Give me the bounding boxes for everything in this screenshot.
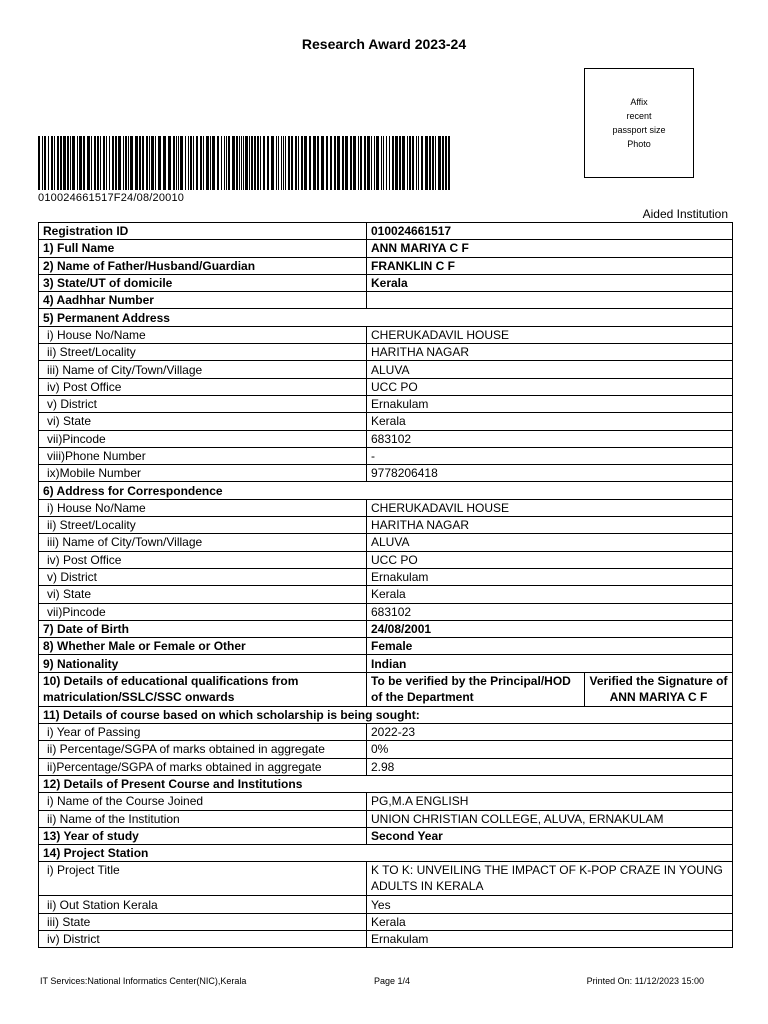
field-value: Indian xyxy=(367,655,733,672)
field-value: Kerala xyxy=(367,913,733,930)
field-value: Second Year xyxy=(367,827,733,844)
photo-box-line: passport size xyxy=(612,125,666,135)
section-heading: 5) Permanent Address xyxy=(39,309,733,326)
field-label: ii) Street/Locality xyxy=(39,517,367,534)
field-label: iii) Name of City/Town/Village xyxy=(39,361,367,378)
table-row xyxy=(39,274,733,291)
field-value: FRANKLIN C F xyxy=(367,257,733,274)
section-heading: 12) Details of Present Course and Institutions xyxy=(39,775,733,792)
field-label: v) District xyxy=(39,568,367,585)
table-row xyxy=(39,741,733,758)
field-value: 683102 xyxy=(367,430,733,447)
field-value: HARITHA NAGAR xyxy=(367,517,733,534)
table-row xyxy=(39,447,733,464)
table-row xyxy=(39,775,733,792)
field-value: UCC PO xyxy=(367,378,733,395)
field-label: iii) Name of City/Town/Village xyxy=(39,534,367,551)
field-value: Kerala xyxy=(367,413,733,430)
table-row xyxy=(39,930,733,947)
field-label: ix)Mobile Number xyxy=(39,465,367,482)
verification-note: To be verified by the Principal/HOD of the Department xyxy=(367,672,585,706)
field-value xyxy=(367,292,733,309)
field-value: UCC PO xyxy=(367,551,733,568)
table-row xyxy=(39,620,733,637)
field-label: vi) State xyxy=(39,586,367,603)
field-label: vii)Pincode xyxy=(39,603,367,620)
field-label: v) District xyxy=(39,395,367,412)
table-row xyxy=(39,240,733,257)
table-row xyxy=(39,862,733,896)
table-row xyxy=(39,655,733,672)
table-row xyxy=(39,482,733,499)
table-row xyxy=(39,551,733,568)
field-value: PG,M.A ENGLISH xyxy=(367,793,733,810)
table-row xyxy=(39,344,733,361)
field-value: 010024661517 xyxy=(367,223,733,240)
field-label: iv) Post Office xyxy=(39,378,367,395)
footer-printed-on: Printed On: 11/12/2023 15:00 xyxy=(586,976,704,986)
field-label: ii) Street/Locality xyxy=(39,344,367,361)
section-heading: 11) Details of course based on which scholarship is being sought: xyxy=(39,706,733,723)
field-value: Kerala xyxy=(367,586,733,603)
field-label: 2) Name of Father/Husband/Guardian xyxy=(39,257,367,274)
field-label: vi) State xyxy=(39,413,367,430)
photo-box-line: recent xyxy=(626,111,652,121)
field-label: i) House No/Name xyxy=(39,326,367,343)
field-value: 2022-23 xyxy=(367,724,733,741)
table-row xyxy=(39,913,733,930)
table-row xyxy=(39,534,733,551)
barcode-number: 010024661517F24/08/20010 xyxy=(38,192,185,204)
footer-it-services: IT Services:National Informatics Center(NIC),Kerala xyxy=(40,976,247,986)
field-label: i) Year of Passing xyxy=(39,724,367,741)
field-value: Ernakulam xyxy=(367,568,733,585)
table-row xyxy=(39,395,733,412)
field-label: i) House No/Name xyxy=(39,499,367,516)
field-label: Registration ID xyxy=(39,223,367,240)
table-row xyxy=(39,586,733,603)
table-row xyxy=(39,706,733,723)
field-label: ii) Percentage/SGPA of marks obtained in aggregate xyxy=(39,741,367,758)
field-value: Kerala xyxy=(367,274,733,291)
table-row xyxy=(39,292,733,309)
table-row xyxy=(39,603,733,620)
field-label: 3) State/UT of domicile xyxy=(39,274,367,291)
field-value: CHERUKADAVIL HOUSE xyxy=(367,499,733,516)
table-row xyxy=(39,257,733,274)
page-title: Research Award 2023-24 xyxy=(301,36,467,52)
field-value: ALUVA xyxy=(367,534,733,551)
field-value: Ernakulam xyxy=(367,395,733,412)
section-heading: 6) Address for Correspondence xyxy=(39,482,733,499)
table-row xyxy=(39,638,733,655)
field-value: UNION CHRISTIAN COLLEGE, ALUVA, ERNAKULAM xyxy=(367,810,733,827)
table-row xyxy=(39,430,733,447)
table-row xyxy=(39,568,733,585)
field-value: Female xyxy=(367,638,733,655)
table-row xyxy=(39,361,733,378)
table-row xyxy=(39,517,733,534)
field-label: iv) Post Office xyxy=(39,551,367,568)
table-row xyxy=(39,672,733,706)
field-label: 10) Details of educational qualifications from matriculation/SSLC/SSC onwards xyxy=(39,672,367,706)
table-row xyxy=(39,793,733,810)
table-row xyxy=(39,758,733,775)
table-row xyxy=(39,326,733,343)
table-row xyxy=(39,465,733,482)
table-row xyxy=(39,499,733,516)
field-value: K TO K: UNVEILING THE IMPACT OF K-POP CRAZE IN YOUNG ADULTS IN KERALA xyxy=(367,862,733,896)
footer-page-number: Page 1/4 xyxy=(374,976,411,986)
field-value: 2.98 xyxy=(367,758,733,775)
field-value: CHERUKADAVIL HOUSE xyxy=(367,326,733,343)
section-heading: 14) Project Station xyxy=(39,845,733,862)
field-value: 0% xyxy=(367,741,733,758)
field-value: HARITHA NAGAR xyxy=(367,344,733,361)
institution-type: Aided Institution xyxy=(642,207,728,221)
table-row xyxy=(39,309,733,326)
field-label: iii) State xyxy=(39,913,367,930)
field-label: i) Name of the Course Joined xyxy=(39,793,367,810)
application-details-table xyxy=(38,222,733,948)
field-label: iv) District xyxy=(39,930,367,947)
field-value: ANN MARIYA C F xyxy=(367,240,733,257)
field-value: - xyxy=(367,447,733,464)
table-row xyxy=(39,223,733,240)
field-label: 4) Aadhhar Number xyxy=(39,292,367,309)
table-row xyxy=(39,827,733,844)
field-label: 7) Date of Birth xyxy=(39,620,367,637)
table-row xyxy=(39,724,733,741)
field-label: vii)Pincode xyxy=(39,430,367,447)
field-label: 1) Full Name xyxy=(39,240,367,257)
photo-box-line: Photo xyxy=(627,139,651,149)
field-label: 13) Year of study xyxy=(39,827,367,844)
field-value: ALUVA xyxy=(367,361,733,378)
field-value: 9778206418 xyxy=(367,465,733,482)
field-value: 24/08/2001 xyxy=(367,620,733,637)
field-label: ii) Name of the Institution xyxy=(39,810,367,827)
field-label: ii)Percentage/SGPA of marks obtained in aggregate xyxy=(39,758,367,775)
barcode-icon xyxy=(38,136,450,190)
passport-photo-box xyxy=(584,68,694,178)
field-label: i) Project Title xyxy=(39,862,367,896)
signature-verification: Verified the Signature of ANN MARIYA C F xyxy=(585,672,733,706)
field-label: 9) Nationality xyxy=(39,655,367,672)
table-row xyxy=(39,378,733,395)
field-value: 683102 xyxy=(367,603,733,620)
field-label: 8) Whether Male or Female or Other xyxy=(39,638,367,655)
field-value: Ernakulam xyxy=(367,930,733,947)
table-row xyxy=(39,413,733,430)
field-value: Yes xyxy=(367,896,733,913)
table-row xyxy=(39,810,733,827)
photo-box-line: Affix xyxy=(630,97,648,107)
field-label: ii) Out Station Kerala xyxy=(39,896,367,913)
field-label: viii)Phone Number xyxy=(39,447,367,464)
table-row xyxy=(39,845,733,862)
table-row xyxy=(39,896,733,913)
